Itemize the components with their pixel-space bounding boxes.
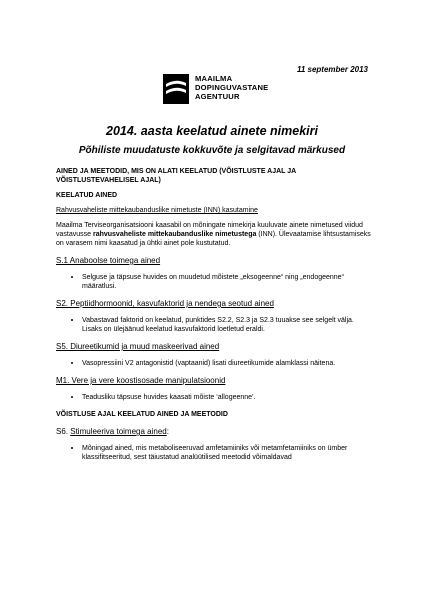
list-item: • Teadusliku täpsuse huvides kaasati mõiste ‘allogeenne’.	[82, 392, 374, 402]
inn-heading: Rahvusvaheliste mittekaubanduslike nimetuste (INN) kasutamine	[56, 207, 258, 214]
document-subtitle: Põhiliste muudatuste kokkuvõte ja selgitavad märkused	[78, 145, 346, 156]
section-s5-list	[56, 358, 374, 368]
section-s1-list	[56, 272, 374, 291]
document-title: 2014. aasta keelatud ainete nimekiri	[106, 124, 318, 138]
section-m1-heading: M1. Vere ja vere koostisosade manipulatsioonid	[56, 376, 226, 385]
heading-prohibited-substances: KEELATUD AINED	[56, 192, 118, 199]
wada-logo	[163, 74, 268, 104]
section-s1-heading: S.1 Anaboolse toimega ained	[56, 256, 161, 265]
list-item: • Vasopressiini V2 antagonistid (vaptaanid) lisati diureetikumide alamklassi näitena.	[82, 358, 374, 368]
section-s6-heading: S6. Stimuleeriva toimega ained:	[56, 427, 169, 436]
heading-in-competition: VÕISTLUSE AJAL KEELATUD AINED JA MEETODID	[56, 411, 228, 418]
document-body	[56, 167, 374, 470]
wada-logo-mark-icon	[163, 74, 189, 104]
heading-always-prohibited: AINED JA MEETODID, MIS ON ALATI KEELATUD (VÕISTLUSTE AJAL JA VÕISTLUSTEVAHELISEL AJAL)	[56, 168, 296, 184]
section-s5-heading: S5. Diureetikumid ja muud maskeerivad ained	[56, 342, 220, 351]
document-date: 11 september 2013	[296, 65, 368, 74]
list-item: • Vabastavad faktorid on keelatud, punktides S2.2, S2.3 ja S2.3 tuuakse see selgelt välja. Lisaks on ülejäänud keelatud kasvufaktorid loetletud eraldi.	[82, 315, 374, 334]
organization-name: MAAILMA DOPINGUVASTANE AGENTUUR	[195, 74, 269, 101]
section-m1-list	[56, 392, 374, 402]
section-s2-heading: S2. Peptiidhormoonid, kasvufaktorid ja nendega seotud ained	[56, 299, 274, 308]
section-s2-list	[56, 315, 374, 334]
list-item: • Selguse ja täpsuse huvides on muudetud mõistete „eksogeenne“ ning „endogeenne“ määratlusi.	[82, 272, 374, 291]
section-s6-list	[56, 443, 374, 462]
list-item: • Mõningad ained, mis metaboliseeruvad amfetamiiniks või metamfetamiiniks on ümber klassifitseeritud, sest täiustatud analüütilised meetodid võimaldavad	[82, 443, 374, 462]
inn-paragraph: Maailma Terviseorganisatsiooni kaasabil on mõningate nimekirja kuuluvate ainete nimetused viidud vastavusse rahvusvaheliste mittekaubanduslike nimetustega (INN). Ülevaatamise lihtsustamiseks on varasem nimi kaasatud ja ühtki ainet pole kustutatud.	[56, 222, 371, 247]
